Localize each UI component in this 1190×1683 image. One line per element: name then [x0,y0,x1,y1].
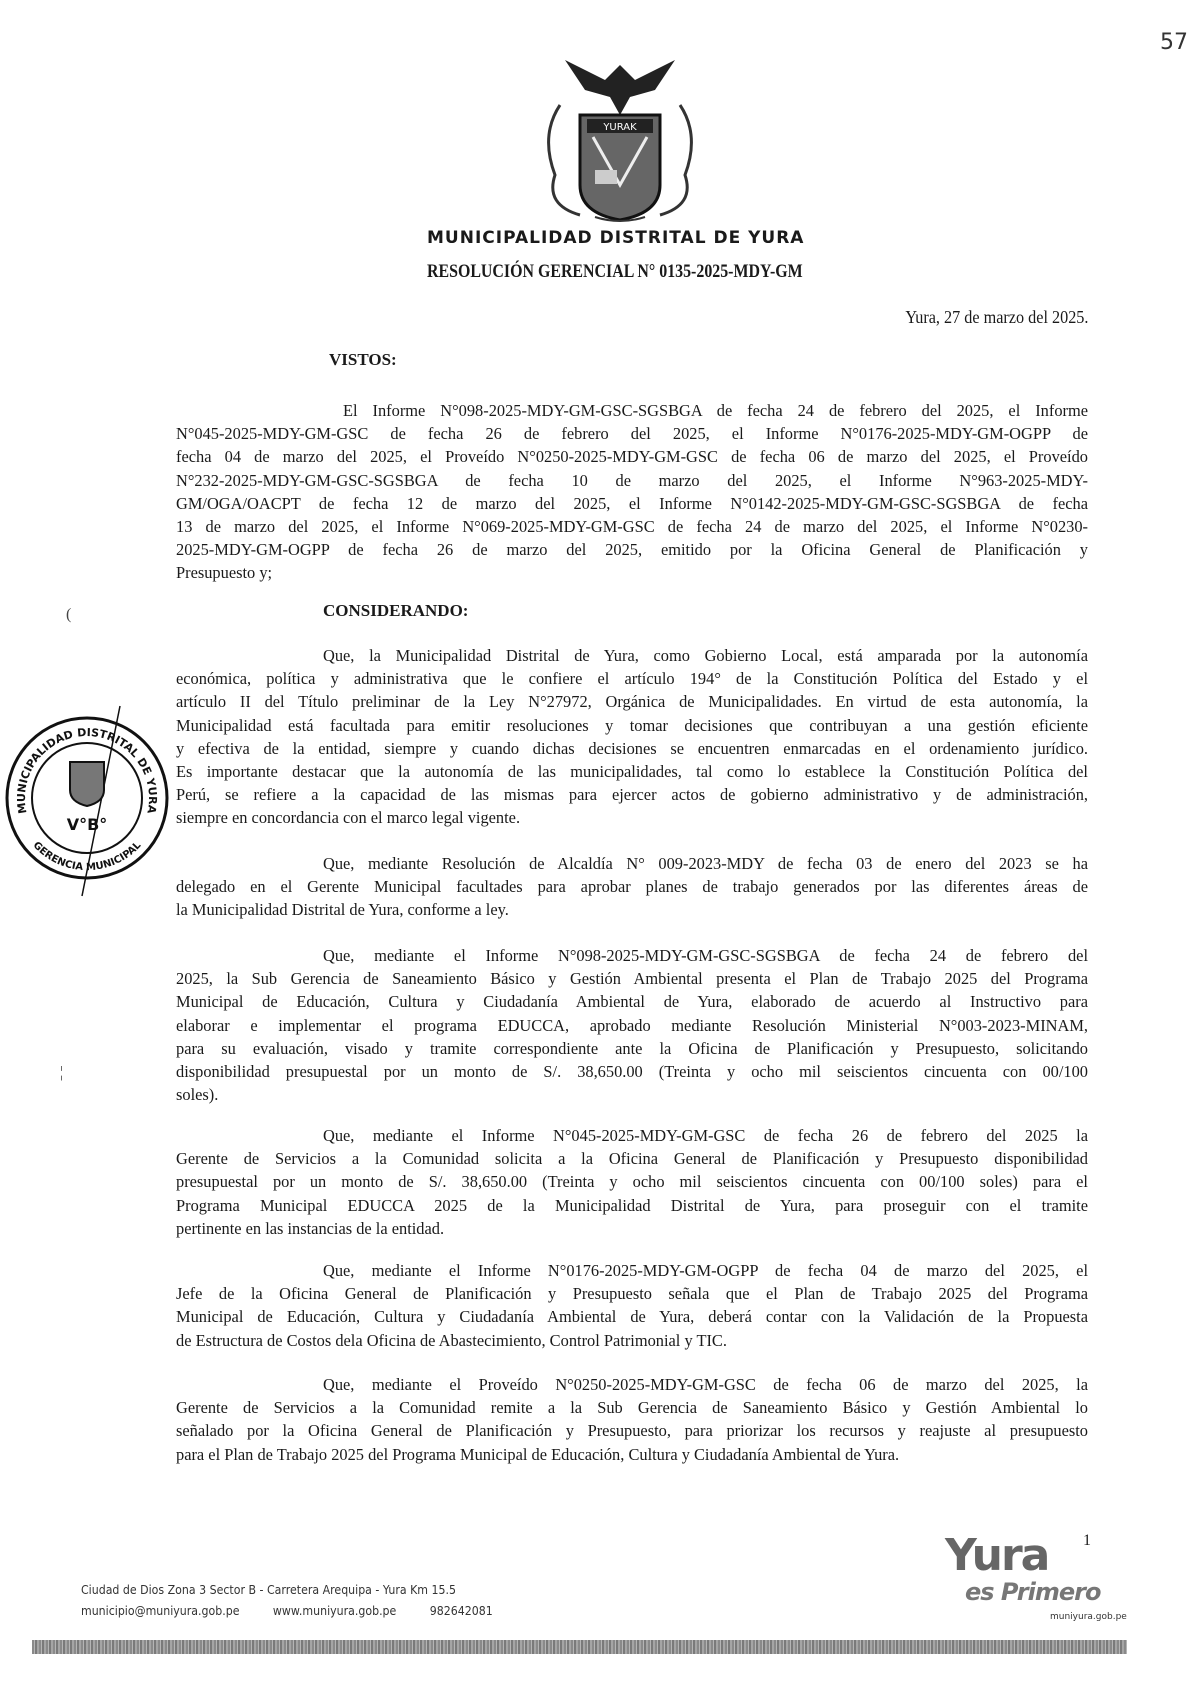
paragraph-line: Programa Municipal EDUCCA 2025 de la Municipalidad Distrital de Yura, para proseguir con el tramite [176,1195,1088,1215]
municipal-coat-of-arms [525,45,715,225]
stamp-center-text: V°B° [66,815,108,834]
considerando-paragraph [176,1373,1088,1466]
paragraph-line: Que, la Municipalidad Distrital de Yura, como Gobierno Local, está amparada por la autonomía [323,646,1088,665]
paragraph-line: delegado en el Gerente Municipal facultades para aprobar planes de trabajo generados por las diferentes áreas de [176,877,1088,897]
paragraph-line: fecha 04 de marzo del 2025, el Proveído N°0250-2025-MDY-GM-GSC de fecha 06 de marzo del 2025, el Proveído [176,447,1088,467]
paragraph-line: 13 de marzo del 2025, el Informe N°069-2025-MDY-GM-GSC de fecha 24 de marzo del 2025, el Informe N°0230- [176,516,1088,536]
considerando-paragraph [176,644,1088,830]
paragraph-line: 2025, la Sub Gerencia de Saneamiento Básico y Gestión Ambiental presenta el Plan de Trabajo 2025 del Programa [176,969,1088,989]
paragraph-line: Que, mediante el Informe N°0176-2025-MDY-GM-OGPP de fecha 04 de marzo del 2025, el [323,1261,1088,1280]
footer-website: www.muniyura.gob.pe [272,1603,397,1618]
footer-email: municipio@muniyura.gob.pe [81,1603,240,1618]
paragraph-line: Jefe de la Oficina General de Planificación y Presupuesto señala que el Plan de Trabajo 2025 del Programa [176,1284,1088,1304]
paragraph-line: Municipal de Educación, Cultura y Ciudadanía Ambiental de Yura, elaborado de acuerdo al Instructivo para [176,992,1088,1012]
paragraph-line: GM/OGA/OACPT de fecha 12 de marzo del 2025, el Informe N°0142-2025-MDY-GM-GSC-SGSBGA de fecha [176,493,1088,513]
paragraph-line: para el Plan de Trabajo 2025 del Programa Municipal de Educación, Cultura y Ciudadanía Ambiental de Yura. [176,1444,900,1464]
seal-banner-text: YURAK [603,122,637,133]
considerando-paragraph [176,944,1088,1106]
footer-phone: 982642081 [429,1603,493,1618]
yura-es-primero-logo [945,1530,1145,1630]
paragraph-line: Que, mediante el Informe N°045-2025-MDY-GM-GSC de fecha 26 de febrero del 2025 la [323,1126,1088,1145]
paragraph-line: presupuestal por un monto de S/. 38,650.00 (Treinta y ocho mil seiscientos cincuenta con 00/100 soles) para el [176,1172,1088,1192]
paragraph-line: económica, política y administrativa que le confiere el artículo 194° de la Constitución Política del Estado y el [176,669,1088,689]
paragraph-line: Que, mediante Resolución de Alcaldía N° 009-2023-MDY de fecha 03 de enero del 2023 se ha [323,854,1088,873]
logo-tagline: es Primero [965,1578,1101,1606]
paragraph-line: Perú, se refiere a la capacidad de las mismas para ejercer actos de gobierno administrativo y de administración, [176,785,1088,805]
paragraph-line: elaborar e implementar el programa EDUCCA, aprobado mediante Resolución Ministerial N°003-2023-MINAM, [176,1015,1088,1035]
document-date: Yura, 27 de marzo del 2025. [904,307,1088,327]
resolution-title: RESOLUCIÓN GERENCIAL N° 0135-2025-MDY-GM [427,262,803,282]
page-number: 57 [1160,30,1188,55]
margin-mark: ¦ [60,1064,64,1081]
logo-website: muniyura.gob.pe [1050,1612,1127,1622]
logo-superscript: 1 [1083,1532,1091,1549]
paragraph-line: N°045-2025-MDY-GM-GSC de fecha 26 de febrero del 2025, el Informe N°0176-2025-MDY-GM-OGPP de [176,424,1088,444]
footer-address: Ciudad de Dios Zona 3 Sector B - Carretera Arequipa - Yura Km 15.5 [81,1582,457,1597]
paragraph-line: Gerente de Servicios a la Comunidad remite a la Sub Gerencia de Saneamiento Básico y Gestión Ambiental lo [176,1398,1088,1418]
paragraph-line: señalado por la Oficina General de Planificación y Presupuesto, para priorizar los recursos y reajuste al presupuesto [176,1421,1088,1441]
vistos-heading: VISTOS: [329,350,397,369]
footer-contact [81,1603,526,1618]
paragraph-line: Es importante destacar que la autonomía de las municipalidades, tal como lo establece la Constitución Política del [176,761,1088,781]
paragraph-line: Gerente de Servicios a la Comunidad solicita a la Oficina General de Planificación y Presupuesto disponibilidad [176,1149,1088,1169]
paragraph-line: y efectiva de la entidad, siempre y cuando dichas decisiones se encuentren enmarcadas en el ordenamiento jurídico. [176,738,1088,758]
paragraph-line: Que, mediante el Informe N°098-2025-MDY-GM-GSC-SGSBGA de fecha 24 de febrero del [323,946,1088,965]
paragraph-line: Municipal de Educación, Cultura y Ciudadanía Ambiental de Yura, deberá contar con la Validación de la Propuesta [176,1307,1088,1327]
considerando-paragraph [176,852,1088,922]
margin-mark: ( [66,606,72,623]
vistos-paragraph [176,399,1088,585]
stamp-top-text: MUNICIPALIDAD DISTRITAL DE YURA [14,725,160,815]
considerando-paragraph [176,1124,1088,1240]
paragraph-line: la Municipalidad Distrital de Yura, conforme a ley. [176,900,509,920]
paragraph-line: Municipalidad está facultada para emitir resoluciones y tomar decisiones que contribuyan a una gestión eficiente [176,715,1088,735]
paragraph-line: disponibilidad presupuestal por un monto de S/. 38,650.00 (Treinta y ocho mil seiscientos cincuenta con 00/100 [176,1061,1088,1081]
paragraph-line: soles). [176,1085,219,1105]
organization-name: MUNICIPALIDAD DISTRITAL DE YURA [427,228,805,248]
paragraph-line: El Informe N°098-2025-MDY-GM-GSC-SGSBGA de fecha 24 de febrero del 2025, el Informe [343,401,1088,420]
stamp-bottom-text: GERENCIA MUNICIPAL [30,839,144,874]
paragraph-line: 2025-MDY-GM-OGPP de fecha 26 de marzo del 2025, emitido por la Oficina General de Planificación y [176,540,1088,560]
considerando-paragraph [176,1259,1088,1352]
paragraph-line: siempre en concordancia con el marco legal vigente. [176,808,521,828]
paragraph-line: Que, mediante el Proveído N°0250-2025-MDY-GM-GSC de fecha 06 de marzo del 2025, la [323,1375,1088,1394]
paragraph-line: N°232-2025-MDY-GM-GSC-SGSBGA de fecha 10 de marzo del 2025, el Informe N°963-2025-MDY- [176,470,1088,490]
gerencia-municipal-stamp [2,698,172,898]
paragraph-line: para su evaluación, visado y tramite correspondiente ante la Oficina de Planificación y Presupuesto, solicitando [176,1038,1088,1058]
scan-footer-bar [32,1640,1127,1654]
logo-word: Yura [945,1530,1049,1581]
paragraph-line: Presupuesto y; [176,563,273,583]
paragraph-line: pertinente en las instancias de la entidad. [176,1218,445,1238]
considerando-heading: CONSIDERANDO: [323,601,469,620]
paragraph-line: de Estructura de Costos dela Oficina de Abastecimiento, Control Patrimonial y TIC. [176,1330,727,1350]
paragraph-line: artículo II del Título preliminar de la Ley N°27972, Orgánica de Municipalidades. En virtud de esta autonomía, la [176,692,1088,712]
